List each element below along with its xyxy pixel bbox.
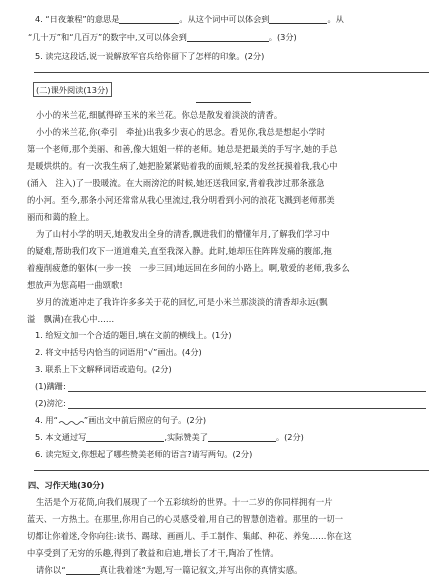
q4-line-1: [35, 14, 344, 24]
writing-line: 蓝天、一方热土。在那里,你用自己的心灵感受着,用自己的智慧创造着。那里的一切一: [27, 514, 344, 524]
writing-line: 切都让你着迷,令你向往:读书、踢球、画画儿、手工制作、集邮、种花、养兔……你在这: [27, 531, 352, 541]
q4-blank-3[interactable]: [187, 33, 269, 42]
writing-line: 中享受到了无穷的乐趣,得到了教益和启迪,增长了才干,陶冶了性情。: [27, 548, 279, 558]
passage-line: 的小河。至今,那条小河还常常从我心里流过,我分明看到小河的浪花飞溅到老师那美: [27, 195, 335, 205]
passage-line: 是暖烘烘的。有一次我生病了,她把脸紧紧贴着我的面颊,轻柔的发丝抚摸着我,我心中: [27, 161, 338, 171]
q5-question: 5. 读完这段话,说一说解放军官兵给你留下了怎样的印象。(2分): [35, 51, 265, 61]
q6-answer-line[interactable]: [34, 470, 429, 471]
q4-prefix: 4. “日夜兼程”的意思是: [35, 14, 120, 24]
passage-line: 的疑难,帮助我们攻下一道道难关,直至我深入静。此时,她却压住阵阵发痛的腹部,拖: [27, 246, 332, 256]
passage-line: 溢 飘满)在我心中……: [27, 314, 115, 324]
q5r-prefix: 5. 本文通过写: [35, 432, 87, 442]
q4-middle: 。从这个词中可以体会到: [179, 14, 270, 24]
q3-item-2-label: (2)滂沱:: [35, 398, 66, 408]
q4r-prefix: 4. 用“: [35, 415, 58, 425]
prompt-prefix: 请你以“: [36, 565, 66, 575]
q4-blank-1[interactable]: [119, 15, 179, 24]
q5r-middle: ,实际赞美了: [164, 432, 208, 442]
passage-line: 岁月的流逝冲走了我许许多多关于花的回忆,可是小米兰那淡淡的清香却永远(飘: [36, 297, 328, 307]
reading-section-title: (二)课外阅读(13分): [36, 84, 109, 95]
reading-question-5: [35, 432, 304, 442]
q5-answer-line[interactable]: [34, 72, 429, 73]
reading-question-2: 2. 将文中括号内恰当的词语用“√”画出。(4分): [35, 347, 202, 357]
writing-line: 生活是个万花筒,向我们展现了一个五彩缤纷的世界。十一二岁的你同样拥有一片: [36, 497, 333, 507]
passage-line: (涌入 注入)了一股暖流。在大雨滂沱的时候,她还送我回家,背着我涉过那条涨急: [27, 178, 325, 188]
reading-question-4: [35, 415, 206, 425]
passage-line: 丽而和蔼的脸上。: [27, 212, 95, 222]
q3-item-2-line[interactable]: [68, 408, 426, 409]
passage-line: 想放声为您高唱一曲颂歌!: [27, 280, 123, 290]
passage-line: 小小的米兰花,你(牵引 牵扯)出我多少衷心的思念。看见你,我总是想起小学时: [36, 127, 326, 137]
reading-question-1: 1. 给短文加一个合适的题目,填在文前的横线上。(1分): [35, 330, 232, 340]
reading-question-6: 6. 读完短文,你想起了哪些赞美老师的语言?请写两句。(2分): [35, 449, 253, 459]
passage-line: 小小的米兰花,细腻得碎玉米的米兰花。你总是散发着淡淡的清香。: [36, 110, 283, 120]
wavy-underline-icon: [58, 417, 84, 425]
q4r-suffix: ”画出文中前后照应的句子。(2分): [83, 415, 207, 425]
q4-suffix: 。从: [327, 14, 344, 24]
q3-item-1-label: (1)蹒跚:: [35, 381, 66, 391]
passage-line: 着瘦削疲惫的躯体(一步一挨 一步三回)地远回在乡间的小路上。啊,敬爱的老师,我多么: [27, 263, 350, 273]
article-title-blank[interactable]: [196, 94, 251, 103]
prompt-title-blank[interactable]: [66, 566, 100, 575]
passage-line: 为了山村小学的明天,她教发出全身的清香,飘进我们的懵懂年月,了解我们学习中: [36, 229, 330, 239]
prompt-suffix: 真让我着迷”为题,写一篇记叙文,并写出你的真情实感。: [99, 565, 303, 575]
q4-line-2: [28, 32, 297, 42]
reading-question-3: 3. 联系上下文解释词语或造句。(2分): [35, 364, 172, 374]
writing-section-title: 四、习作天地(30分): [28, 480, 105, 490]
q4-line2-prefix: “几十万”和“几百万”的数字中,又可以体会到: [28, 32, 187, 42]
q5r-blank-2[interactable]: [208, 433, 276, 442]
q5r-blank-1[interactable]: [86, 433, 164, 442]
writing-prompt: [36, 565, 303, 575]
q4-blank-2[interactable]: [269, 15, 327, 24]
q5r-suffix: 。(2分): [275, 432, 304, 442]
q4-line2-suffix: 。(3分): [268, 32, 297, 42]
passage-line: 第一个老师,那个美丽、和善,像大姐姐一样的老师。她总是把最美的手写字,她的手总: [27, 144, 338, 154]
q3-item-1-line[interactable]: [68, 391, 426, 392]
